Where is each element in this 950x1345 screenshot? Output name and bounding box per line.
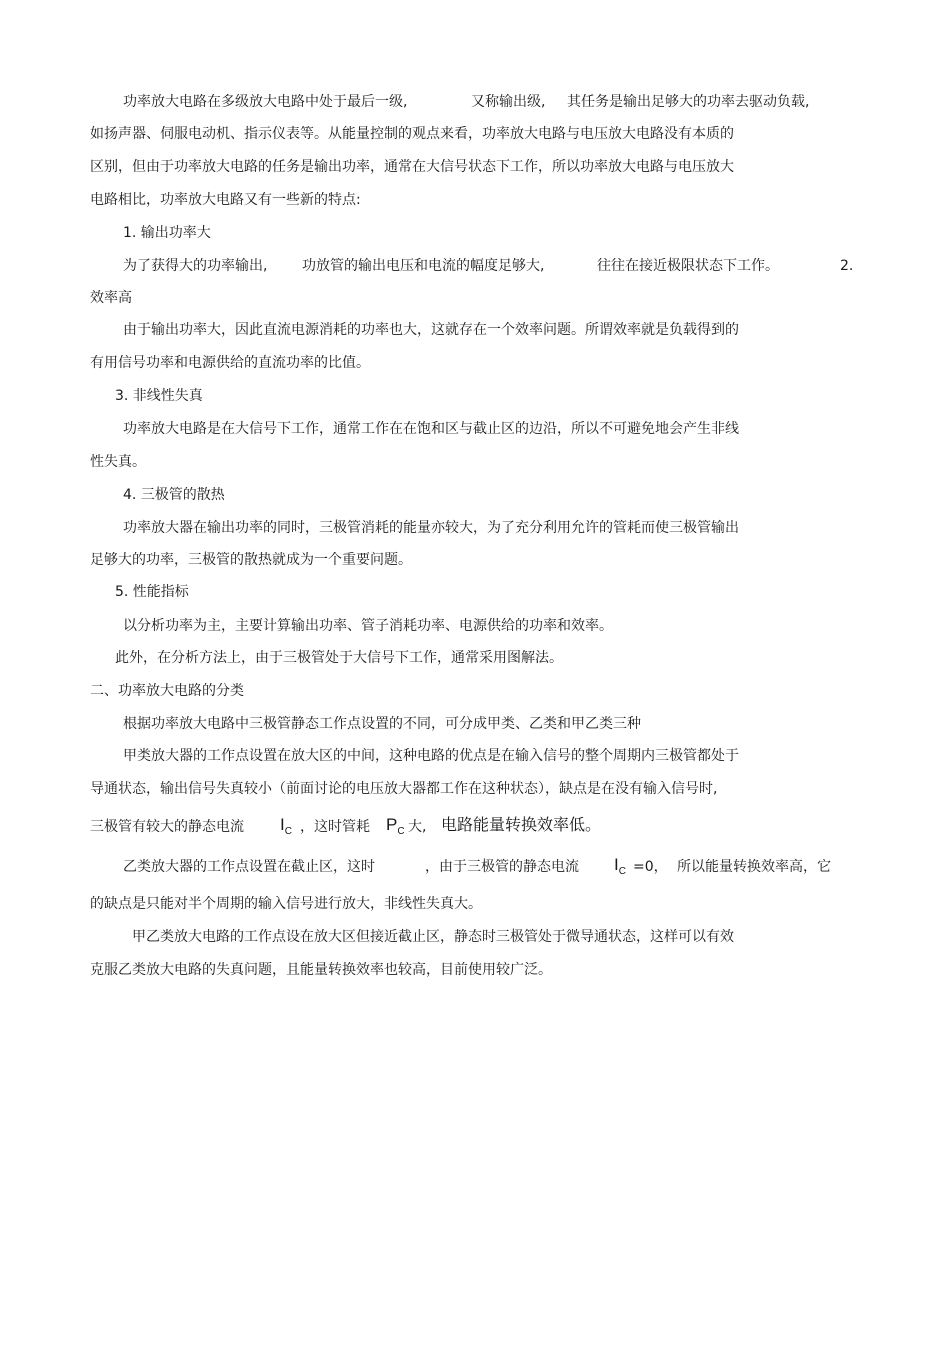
sec1-line1b: 功放管的输出电压和电流的幅度足够大, — [302, 258, 545, 274]
para1-line4: 电路相比，功率放大电路又有一些新的特点: — [90, 192, 361, 208]
sec5-line1: 以分析功率为主，主要计算输出功率、管子消耗功率、电源供给的功率和效率。 — [123, 618, 613, 634]
sec3-line2: 性失真。 — [90, 454, 146, 470]
para1-line1a: 功率放大电路在多级放大电路中处于最后一级, — [123, 94, 408, 110]
classA-line3a: 三极管有较大的静态电流 — [90, 819, 244, 835]
classAB-line1: 甲乙类放大电路的工作点设在放大区但接近截止区，静态时三极管处于微导通状态，这样可以有效 — [132, 929, 734, 945]
sec3-heading: 3. 非线性失真 — [115, 388, 203, 404]
classA-line1: 甲类放大器的工作点设置在放大区的中间，这种电路的优点是在输入信号的整个周期内三极管都处于 — [123, 748, 739, 764]
sec4-heading: 4. 三极管的散热 — [123, 487, 225, 503]
sec1-line1d: 2. — [840, 258, 854, 274]
para1-line3: 区别，但由于功率放大电路的任务是输出功率，通常在大信号状态下工作，所以功率放大电路与电压放大 — [90, 159, 734, 175]
part2-heading: 二、功率放大电路的分类 — [90, 683, 244, 699]
sec1-line1a: 为了获得大的功率输出, — [123, 258, 268, 274]
sec2-line1: 由于输出功率大，因此直流电源消耗的功率也大，这就存在一个效率问题。所谓效率就是负载得到的 — [123, 322, 739, 338]
sec2-line2: 有用信号功率和电源供给的直流功率的比值。 — [90, 355, 370, 371]
sec5-line2: 此外，在分析方法上，由于三极管处于大信号下工作，通常采用图解法。 — [115, 650, 563, 666]
sec3-line1: 功率放大电路是在大信号下工作，通常工作在在饱和区与截止区的边沿，所以不可避免地会产生非线 — [123, 421, 739, 437]
classA-line3d: 电路能量转换效率低。 — [441, 815, 602, 834]
para1-line1c: 其任务是输出足够大的功率去驱动负载, — [567, 94, 810, 110]
classAB-line2: 克服乙类放大电路的失真问题，且能量转换效率也较高，目前使用较广泛。 — [90, 962, 552, 978]
sec4-line2: 足够大的功率，三极管的散热就成为一个重要问题。 — [90, 552, 412, 568]
para1-line2: 如扬声器、伺服电动机、指示仪表等。从能量控制的观点来看，功率放大电路与电压放大电路没有本质的 — [90, 126, 734, 142]
classA-ic-symbol: $I_C$ — [280, 815, 292, 837]
sec1-line1c: 往往在接近极限状态下工作。 — [597, 258, 779, 274]
sec5-heading: 5. 性能指标 — [115, 584, 189, 600]
classB-ic-value: =0， — [633, 859, 668, 875]
classB-line1a: 乙类放大器的工作点设置在截止区，这时 — [123, 859, 375, 875]
sec4-line1: 功率放大器在输出功率的同时，三极管消耗的能量亦较大，为了充分利用允许的管耗而使三极管输出 — [123, 520, 739, 536]
classB-line1b: ，由于三极管的静态电流 — [425, 859, 579, 875]
classB-line2: 的缺点是只能对半个周期的输入信号进行放大，非线性失真大。 — [90, 896, 482, 912]
sec2-heading: 效率高 — [90, 290, 132, 306]
classA-line3b: ，这时管耗 — [300, 819, 370, 835]
para1-line1b: 又称输出级, — [471, 94, 546, 110]
sec1-heading: 1. 输出功率大 — [123, 225, 211, 241]
classA-pc-symbol: $P_C$ — [386, 815, 405, 837]
part2-line1: 根据功率放大电路中三极管静态工作点设置的不同，可分成甲类、乙类和甲乙类三种 — [123, 716, 641, 732]
classA-line3c: 大, — [408, 819, 427, 835]
classA-line2: 导通状态，输出信号失真较小（前面讨论的电压放大器都工作在这种状态），缺点是在没有输入信号时, — [90, 781, 718, 797]
classB-ic-symbol: $I_C$ — [614, 855, 626, 877]
classB-line1c: 所以能量转换效率高，它 — [677, 859, 831, 875]
